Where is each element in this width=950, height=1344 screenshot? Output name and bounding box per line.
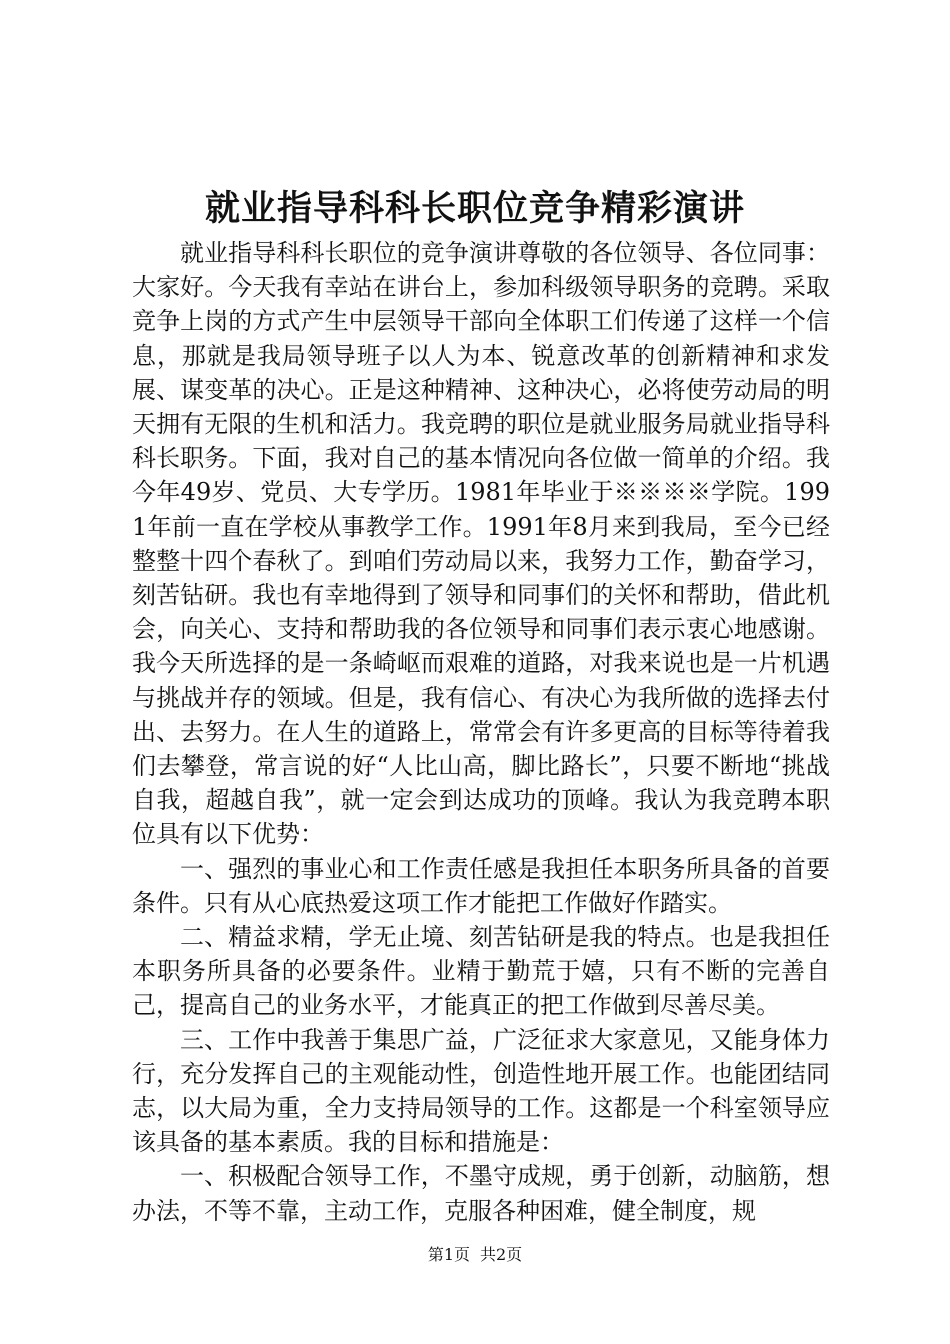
paragraph-measure-1: 一、积极配合领导工作，不墨守成规，勇于创新，动脑筋，想办法，不等不靠，主动工作，克服各种困难，健全制度，规 [132, 1162, 830, 1225]
paragraph-advantage-2: 二、精益求精，学无止境、刻苦钻研是我的特点。也是我担任本职务所具备的必要条件。业精于勤荒于嬉，只有不断的完善自己，提高自己的业务水平，才能真正的把工作做到尽善尽美。 [132, 923, 830, 1020]
paragraph-intro: 就业指导科科长职位的竞争演讲尊敬的各位领导、各位同事：大家好。今天我有幸站在讲台上，参加科级领导职务的竞聘。采取竞争上岗的方式产生中层领导干部向全体职工们传递了这样一个信息，那就是我局领导班子以人为本、锐意改革的创新精神和求发展、谋变革的决心。正是这种精神、这种决心，必将使劳动局的明天拥有无限的生机和活力。我竞聘的职位是就业服务局就业指导科科长职务。下面，我对自己的基本情况向各位做一简单的介绍。我今年49岁、党员、大专学历。1981年毕业于※※※※学院。1991年前一直在学校从事教学工作。1991年8月来到我局，至今已经整整十四个春秋了。到咱们劳动局以来，我努力工作，勤奋学习，刻苦钻研。我也有幸地得到了领导和同事们的关怀和帮助，借此机会，向关心、支持和帮助我的各位领导和同事们表示衷心地感谢。我今天所选择的是一条崎岖而艰难的道路，对我来说也是一片机遇与挑战并存的领域。但是，我有信心、有决心为我所做的选择去付出、去努力。在人生的道路上，常常会有许多更高的目标等待着我们去攀登，常言说的好“人比山高，脚比路长”，只要不断地“挑战自我，超越自我”，就一定会到达成功的顶峰。我认为我竞聘本职位具有以下优势： [132, 239, 830, 849]
page-number: 第1页 [427, 1245, 470, 1264]
paragraph-advantage-3: 三、工作中我善于集思广益，广泛征求大家意见，又能身体力行，充分发挥自己的主观能动性，创造性地开展工作。也能团结同志，以大局为重，全力支持局领导的工作。这都是一个科室领导应该具备的基本素质。我的目标和措施是： [132, 1025, 830, 1157]
paragraph-advantage-1: 一、强烈的事业心和工作责任感是我担任本职务所具备的首要条件。只有从心底热爱这项工作才能把工作做好作踏实。 [132, 854, 830, 917]
page-total: 共2页 [480, 1245, 523, 1264]
page-footer [0, 1244, 950, 1266]
document-title: 就业指导科科长职位竞争精彩演讲 [204, 188, 745, 229]
document-body [132, 236, 830, 1228]
